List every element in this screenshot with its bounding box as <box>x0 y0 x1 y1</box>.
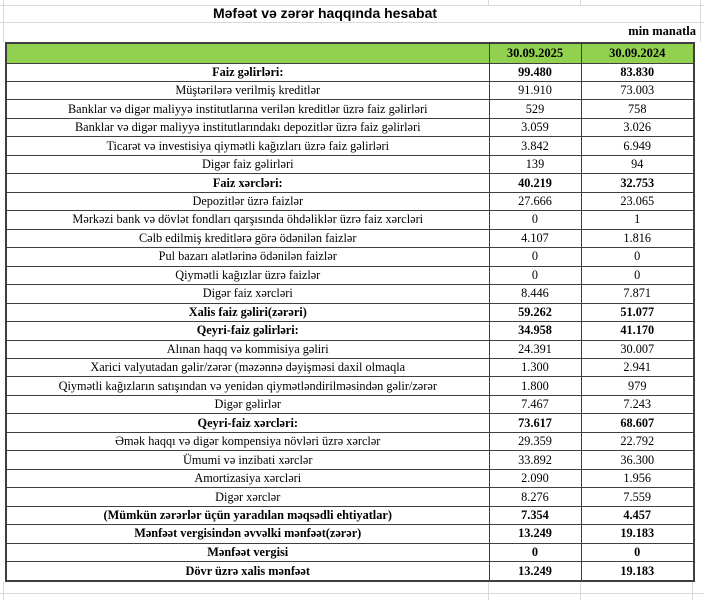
table-row <box>6 155 694 173</box>
value-2025[interactable]: 0 <box>489 248 581 266</box>
value-2024[interactable]: 0 <box>581 543 694 561</box>
row-label[interactable]: Banklar və digər maliyyə institutlarındakı depozitlər üzrə faiz gəlirləri <box>6 118 489 136</box>
table-row <box>6 506 694 524</box>
row-label[interactable]: Ümumi və inzibati xərclər <box>6 451 489 469</box>
value-2024[interactable]: 83.830 <box>581 63 694 81</box>
row-label[interactable]: Digər gəlirlər <box>6 395 489 413</box>
value-2025[interactable]: 91.910 <box>489 81 581 99</box>
row-label[interactable]: Faiz xərcləri: <box>6 174 489 192</box>
gridline <box>488 582 489 600</box>
value-2024[interactable]: 94 <box>581 155 694 173</box>
value-2025[interactable]: 1.300 <box>489 359 581 377</box>
table-row <box>6 303 694 321</box>
value-2024[interactable]: 4.457 <box>581 506 694 524</box>
value-2024[interactable]: 7.243 <box>581 395 694 413</box>
value-2024[interactable]: 979 <box>581 377 694 395</box>
row-label[interactable]: Banklar və digər maliyyə institutlarına verilən kreditlər üzrə faiz gəlirləri <box>6 100 489 118</box>
value-2025[interactable]: 73.617 <box>489 414 581 432</box>
value-2024[interactable]: 0 <box>581 248 694 266</box>
value-2024[interactable]: 6.949 <box>581 137 694 155</box>
value-2024[interactable]: 0 <box>581 266 694 284</box>
value-2025[interactable]: 2.090 <box>489 469 581 487</box>
table-row <box>6 266 694 284</box>
gridline <box>3 0 4 42</box>
value-2024[interactable]: 758 <box>581 100 694 118</box>
value-2024[interactable]: 23.065 <box>581 192 694 210</box>
table-row <box>6 137 694 155</box>
table-row <box>6 340 694 358</box>
table-row <box>6 248 694 266</box>
table-row <box>6 118 694 136</box>
row-label[interactable]: Cəlb edilmiş kreditlərə görə ödənilən faizlər <box>6 229 489 247</box>
gridline <box>3 582 4 600</box>
row-label[interactable]: Müştərilərə verilmiş kreditlər <box>6 81 489 99</box>
table-row <box>6 322 694 340</box>
row-label[interactable]: Digər faiz gəlirləri <box>6 155 489 173</box>
table-row <box>6 229 694 247</box>
table-row <box>6 469 694 487</box>
gridline <box>580 582 581 600</box>
income-statement-table <box>5 42 695 582</box>
value-2024[interactable]: 3.026 <box>581 118 694 136</box>
table-row <box>6 432 694 450</box>
value-2024[interactable]: 73.003 <box>581 81 694 99</box>
value-2025[interactable]: 0 <box>489 543 581 561</box>
row-label[interactable]: Alınan haqq və kommisiya gəliri <box>6 340 489 358</box>
row-label[interactable]: Dövr üzrə xalis mənfəət <box>6 562 489 581</box>
row-label[interactable]: (Mümkün zərərlər üçün yaradılan məqsədli ehtiyatlar) <box>6 506 489 524</box>
value-2025[interactable]: 24.391 <box>489 340 581 358</box>
value-2024[interactable]: 1.816 <box>581 229 694 247</box>
value-2025[interactable]: 0 <box>489 266 581 284</box>
row-label[interactable]: Mərkəzi bank və dövlət fondları qarşısında öhdəliklər üzrə faiz xərcləri <box>6 211 489 229</box>
row-label[interactable]: Pul bazarı alətlərinə ödənilən faizlər <box>6 248 489 266</box>
table-row <box>6 395 694 413</box>
header-cell-date-2025[interactable]: 30.09.2025 <box>489 43 581 63</box>
header-cell-label[interactable] <box>6 43 489 63</box>
row-label[interactable]: Qiymətli kağızların satışından və yenidən qiymətləndirilməsindən gəlir/zərər <box>6 377 489 395</box>
value-2025[interactable]: 99.480 <box>489 63 581 81</box>
value-2024[interactable]: 19.183 <box>581 525 694 543</box>
value-2025[interactable]: 34.958 <box>489 322 581 340</box>
value-2025[interactable]: 13.249 <box>489 562 581 581</box>
value-2025[interactable]: 4.107 <box>489 229 581 247</box>
table-row <box>6 525 694 543</box>
value-2024[interactable]: 1 <box>581 211 694 229</box>
table-row <box>6 359 694 377</box>
value-2025[interactable]: 3.059 <box>489 118 581 136</box>
value-2024[interactable]: 2.941 <box>581 359 694 377</box>
value-2025[interactable]: 13.249 <box>489 525 581 543</box>
value-2025[interactable]: 7.354 <box>489 506 581 524</box>
header-row <box>6 43 694 63</box>
value-2024[interactable]: 32.753 <box>581 174 694 192</box>
value-2025[interactable]: 0 <box>489 211 581 229</box>
row-label[interactable]: Faiz gəlirləri: <box>6 63 489 81</box>
value-2024[interactable]: 41.170 <box>581 322 694 340</box>
table-row <box>6 174 694 192</box>
table-row <box>6 451 694 469</box>
value-2024[interactable]: 36.300 <box>581 451 694 469</box>
row-label[interactable]: Qeyri-faiz xərcləri: <box>6 414 489 432</box>
value-2025[interactable]: 1.800 <box>489 377 581 395</box>
row-label[interactable]: Xarici valyutadan gəlir/zərər (məzənnə dəyişməsi daxil olmaqla <box>6 359 489 377</box>
value-2025[interactable]: 139 <box>489 155 581 173</box>
gridline <box>0 22 704 23</box>
table-row <box>6 543 694 561</box>
row-label[interactable]: Mənfəət vergisi <box>6 543 489 561</box>
row-label[interactable]: Mənfəət vergisindən əvvəlki mənfəət(zərər) <box>6 525 489 543</box>
gridline <box>0 593 704 594</box>
table-row <box>6 81 694 99</box>
value-2025[interactable]: 7.467 <box>489 395 581 413</box>
value-2025[interactable]: 529 <box>489 100 581 118</box>
value-2025[interactable]: 27.666 <box>489 192 581 210</box>
row-label[interactable]: Ticarət və investisiya qiymətli kağızları üzrə faiz gəlirləri <box>6 137 489 155</box>
row-label[interactable]: Xalis faiz gəliri(zərəri) <box>6 303 489 321</box>
unit-note: min manatla <box>628 24 696 38</box>
value-2025[interactable]: 8.276 <box>489 488 581 506</box>
row-label[interactable]: Əmək haqqı və digər kompensiya növləri üzrə xərclər <box>6 432 489 450</box>
table-row <box>6 488 694 506</box>
table-row <box>6 377 694 395</box>
value-2024[interactable]: 68.607 <box>581 414 694 432</box>
value-2024[interactable]: 22.792 <box>581 432 694 450</box>
value-2024[interactable]: 51.077 <box>581 303 694 321</box>
table-row <box>6 211 694 229</box>
row-label[interactable]: Qiymətli kağızlar üzrə faizlər <box>6 266 489 284</box>
table-row <box>6 192 694 210</box>
value-2024[interactable]: 7.871 <box>581 285 694 303</box>
table-row <box>6 100 694 118</box>
value-2024[interactable]: 7.559 <box>581 488 694 506</box>
value-2024[interactable]: 19.183 <box>581 562 694 581</box>
gridline <box>692 582 693 600</box>
report-title: Məfəət və zərər haqqında hesabat <box>212 5 438 21</box>
row-label[interactable]: Qeyri-faiz gəlirləri: <box>6 322 489 340</box>
table-row <box>6 562 694 581</box>
header-cell-date-2024[interactable]: 30.09.2024 <box>581 43 694 63</box>
value-2025[interactable]: 8.446 <box>489 285 581 303</box>
row-label[interactable]: Digər xərclər <box>6 488 489 506</box>
value-2024[interactable]: 30.007 <box>581 340 694 358</box>
value-2025[interactable]: 3.842 <box>489 137 581 155</box>
value-2025[interactable]: 33.892 <box>489 451 581 469</box>
table-row <box>6 63 694 81</box>
row-label[interactable]: Amortizasiya xərcləri <box>6 469 489 487</box>
row-label[interactable]: Depozitlər üzrə faizlər <box>6 192 489 210</box>
row-label[interactable]: Digər faiz xərcləri <box>6 285 489 303</box>
value-2025[interactable]: 29.359 <box>489 432 581 450</box>
table-row <box>6 414 694 432</box>
gridline <box>700 0 701 42</box>
value-2025[interactable]: 59.262 <box>489 303 581 321</box>
value-2024[interactable]: 1.956 <box>581 469 694 487</box>
value-2025[interactable]: 40.219 <box>489 174 581 192</box>
table-row <box>6 285 694 303</box>
